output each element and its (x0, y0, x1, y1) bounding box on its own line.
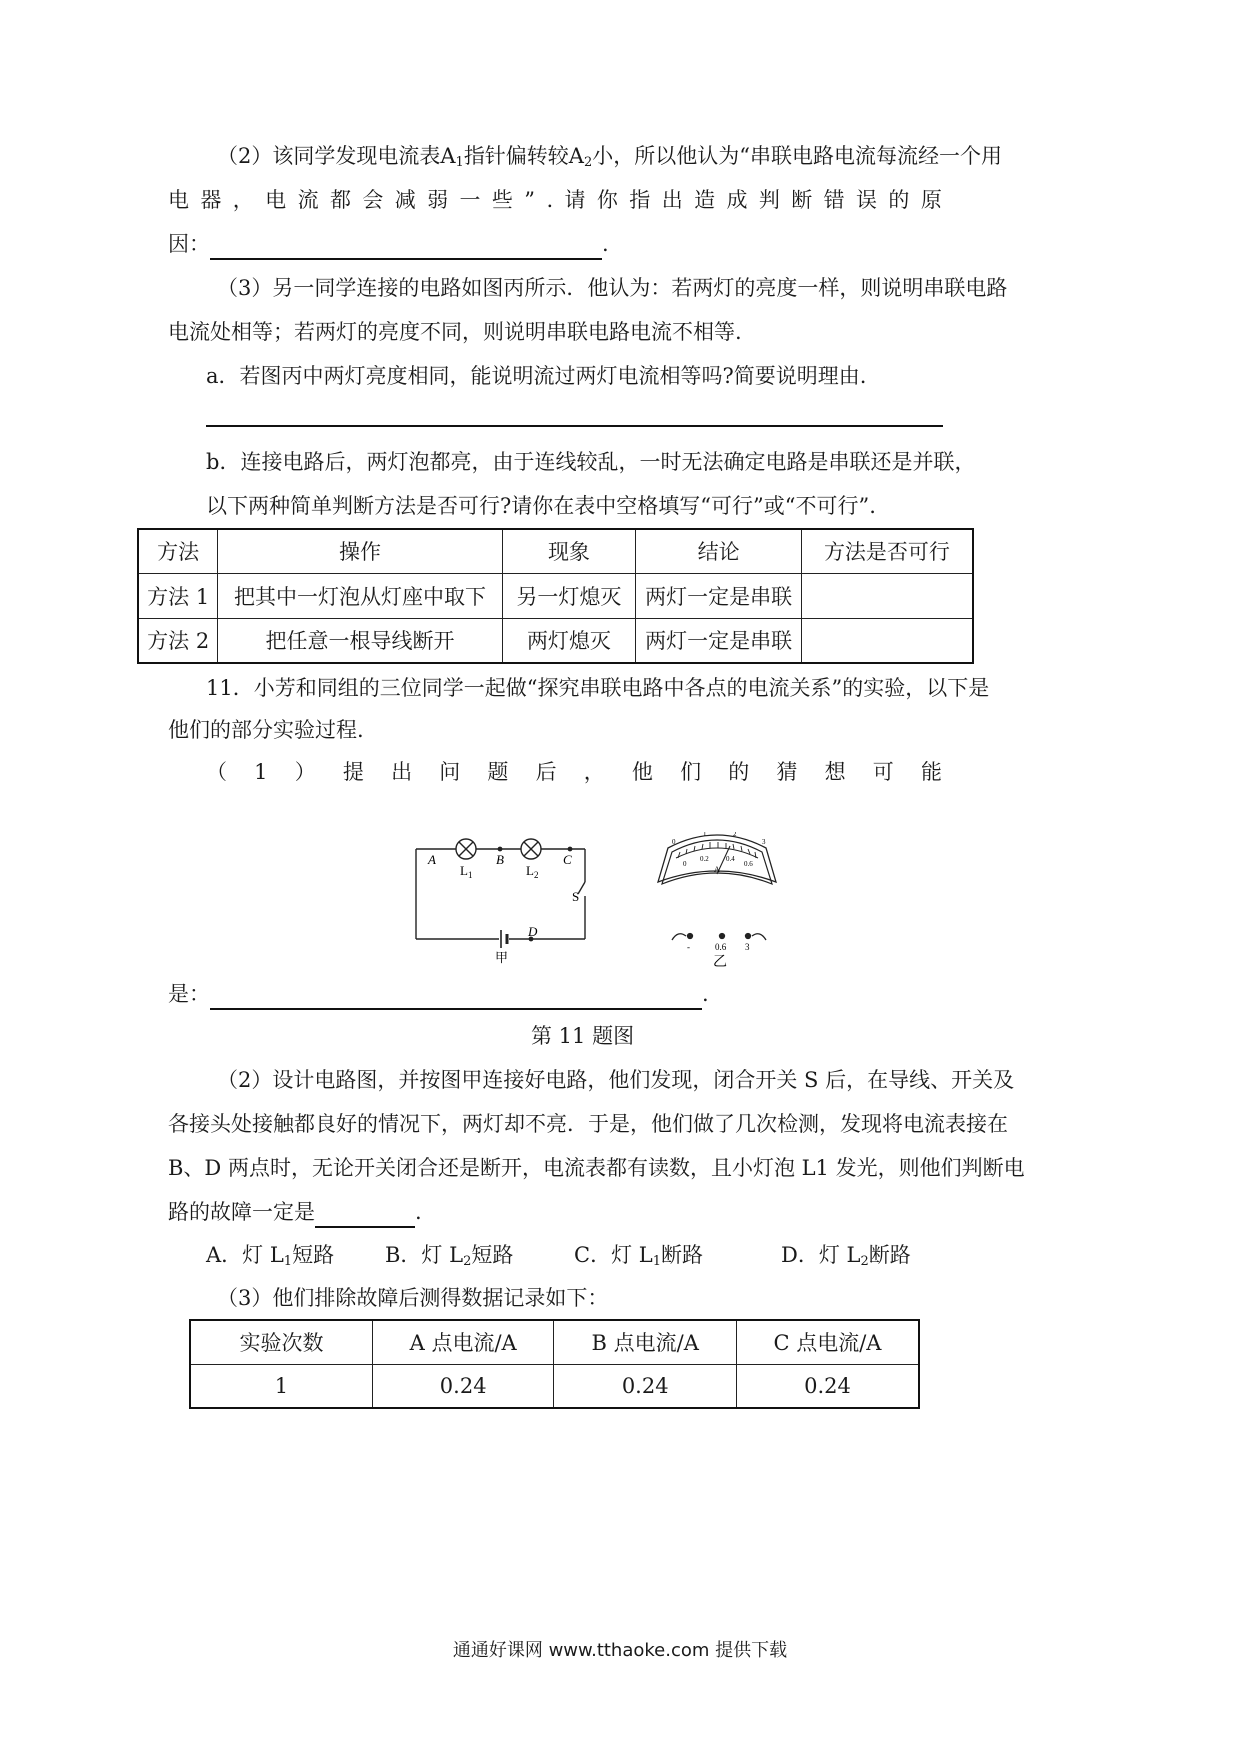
q11-part2-line1: （2）设计电路图，并按图甲连接好电路，他们发现，闭合开关 S 后，在导线、开关及 (217, 1068, 1015, 1092)
text-char: 可 (872, 760, 894, 784)
option-c[interactable] (574, 1241, 703, 1269)
answer-suffix: . (602, 232, 609, 256)
table-cell: 1 (190, 1364, 372, 1408)
text-char: ） (294, 760, 316, 784)
text-char: 原 (920, 188, 942, 212)
subscript: 2 (860, 1254, 869, 1269)
text-char: 问 (439, 760, 461, 784)
q11-part2-line2: 各接头处接触都良好的情况下，两灯却不亮．于是，他们做了几次检测，发现将电流表接在 (168, 1112, 1008, 1136)
answer-blank[interactable] (210, 980, 702, 1010)
q10-part3-line1: （3）另一同学连接的电路如图丙所示．他认为：若两灯的亮度一样，则说明串联电路 (217, 276, 1008, 300)
text-char: 断 (791, 188, 813, 212)
text-char: ， (583, 760, 605, 784)
text-char: 判 (758, 188, 780, 212)
text-char: 他 (631, 760, 653, 784)
q11-part3-line: （3）他们排除故障后测得数据记录如下： (217, 1286, 609, 1310)
answer-blank[interactable] (210, 230, 602, 260)
text-char: ” (524, 188, 536, 212)
page-footer: 通通好课网 www.tthaoke.com 提供下载 (452, 1640, 788, 1661)
q10-p2-text-c: 小，所以他认为“串联电路电流每流经一个用 (592, 144, 1002, 168)
q10-part-b-line2: 以下两种简单判断方法是否可行?请你在表中空格填写“可行”或“不可行”. (206, 494, 876, 518)
option-text: 断路 (660, 1243, 703, 1267)
table-cell: 0.24 (372, 1364, 554, 1408)
table-header-cell: 现象 (502, 529, 636, 573)
table-header-cell: C 点电流/A (736, 1320, 919, 1364)
table-header-row (138, 529, 973, 573)
text-char: 能 (920, 760, 942, 784)
meter-scale-label: 0.6 (744, 860, 753, 868)
meter-scale-label: 1 (703, 832, 707, 838)
text-char: 后 (535, 760, 557, 784)
text-char: 1 (254, 760, 268, 784)
q10-part2-line2 (168, 186, 942, 214)
terminal-label: - (687, 942, 690, 952)
q11-part2-line4 (168, 1198, 422, 1228)
point-c-label: C (563, 852, 572, 867)
text-char: 一 (459, 188, 481, 212)
table-cell: 两灯一定是串联 (636, 573, 802, 618)
q10-part-b-line1: b．连接电路后，两灯泡都亮，由于连线较乱，一时无法确定电路是串联还是并联， (206, 450, 976, 474)
text-char: 请 (564, 188, 586, 212)
meter-scale-label: 3 (762, 838, 766, 846)
text-char: . (546, 188, 554, 212)
switch-label: S (572, 889, 580, 904)
table-cell: 另一灯熄灭 (502, 573, 636, 618)
table-header-cell: A 点电流/A (372, 1320, 554, 1364)
answer-prefix: 路的故障一定是 (168, 1200, 315, 1224)
table-row (138, 618, 973, 663)
subscript: 1 (283, 1254, 293, 1269)
battery-icon (501, 930, 507, 948)
q10-method-table (137, 528, 974, 664)
point-d-label: D (528, 924, 538, 939)
option-a[interactable] (206, 1241, 334, 1269)
text-char: 减 (394, 188, 416, 212)
text-char: 出 (391, 760, 413, 784)
terminal-label: 3 (745, 942, 750, 952)
option-d[interactable] (781, 1241, 911, 1269)
table-header-cell: 操作 (218, 529, 502, 573)
option-label: A．灯 L (206, 1243, 284, 1267)
figure-yi-label: 乙 (713, 955, 727, 970)
subscript: 2 (463, 1254, 472, 1269)
text-char: 出 (661, 188, 683, 212)
text-char: 提 (342, 760, 364, 784)
table-header-cell: 方法 (138, 529, 218, 573)
q11-data-table (189, 1319, 920, 1409)
text-char: 题 (487, 760, 509, 784)
table-header-row (190, 1320, 919, 1364)
option-b[interactable] (385, 1241, 513, 1269)
table-cell: 方法 1 (138, 573, 218, 618)
table-cell: 两灯熄灭 (502, 618, 636, 663)
text-char: 些 (491, 188, 513, 212)
subscript: 2 (583, 155, 593, 170)
answer-cell[interactable] (801, 618, 973, 663)
lamp-l1-label: $L_1$ (460, 863, 473, 880)
point-a-label: A (428, 852, 436, 867)
answer-line-a[interactable] (206, 425, 943, 427)
option-label: D．灯 L (781, 1243, 861, 1267)
text-char: 指 (629, 188, 651, 212)
option-label: C．灯 L (574, 1243, 653, 1267)
option-text: 断路 (868, 1243, 911, 1267)
text-char: 错 (823, 188, 845, 212)
table-header-cell: 方法是否可行 (801, 529, 973, 573)
table-cell: 两灯一定是串联 (636, 618, 802, 663)
table-cell: 0.24 (554, 1364, 737, 1408)
q10-part3-line2: 电流处相等；若两灯的亮度不同，则说明串联电路电流不相等. (168, 320, 742, 344)
meter-scale-label: 2 (733, 832, 737, 838)
lamp-l1-icon (456, 839, 476, 859)
text-char: 都 (329, 188, 351, 212)
q11-part1-answer-line (168, 980, 709, 1010)
q10-p2-text-a: （2）该同学发现电流表A (217, 144, 456, 168)
q11-intro-line1: 11．小芳和同组的三位同学一起做“探究串联电路中各点的电流关系”的实验，以下是 (206, 676, 990, 700)
figure-jia-label: 甲 (495, 950, 509, 965)
figure-caption: 第 11 题图 (531, 1024, 635, 1048)
table-cell: 把其中一灯泡从灯座中取下 (218, 573, 502, 618)
table-header-cell: 实验次数 (190, 1320, 372, 1364)
answer-cell[interactable] (801, 573, 973, 618)
meter-scale-label: 0.4 (726, 855, 735, 863)
answer-prefix: 是： (168, 982, 210, 1006)
option-text: 短路 (292, 1243, 335, 1267)
table-cell: 把任意一根导线断开 (218, 618, 502, 663)
subscript: 1 (652, 1254, 661, 1269)
option-text: 短路 (471, 1243, 514, 1267)
meter-unit-label: A (714, 865, 720, 874)
text-char: 电 (168, 188, 189, 212)
answer-suffix: . (415, 1200, 422, 1224)
text-char: 误 (856, 188, 878, 212)
text-char: 流 (297, 188, 319, 212)
text-char: 造 (694, 188, 716, 212)
table-row (138, 573, 973, 618)
q10-p2-text-b: 指针偏转较A (463, 144, 584, 168)
q11-intro-line2: 他们的部分实验过程. (168, 718, 364, 742)
lamp-l2-icon (521, 839, 541, 859)
table-header-cell: B 点电流/A (554, 1320, 737, 1364)
text-char: 会 (362, 188, 384, 212)
text-char: 电 (265, 188, 287, 212)
meter-scale-label: 0.2 (700, 855, 709, 863)
text-char: 弱 (427, 188, 449, 212)
text-char: 的 (728, 760, 750, 784)
point-b-label: B (496, 852, 504, 867)
option-label: B．灯 L (385, 1243, 464, 1267)
q11-part1-line (206, 758, 942, 786)
q10-part2-line3 (168, 230, 609, 260)
q10-part-a: a．若图丙中两灯亮度相同，能说明流过两灯电流相等吗?简要说明理由. (206, 364, 867, 388)
q11-figure (400, 832, 820, 972)
terminal-label: 0.6 (715, 942, 727, 952)
answer-suffix: . (702, 982, 709, 1006)
text-char: 猜 (776, 760, 798, 784)
text-char: 的 (888, 188, 910, 212)
table-cell: 方法 2 (138, 618, 218, 663)
q11-part2-line3: B、D 两点时，无论开关闭合还是断开，电流表都有读数，且小灯泡 L1 发光，则他们判断电 (168, 1156, 1025, 1180)
text-char: 成 (726, 188, 748, 212)
table-header-cell: 结论 (636, 529, 802, 573)
text-char: 想 (824, 760, 846, 784)
meter-scale-label: 0 (672, 838, 676, 846)
table-row (190, 1364, 919, 1408)
answer-prefix: 因： (168, 232, 210, 256)
answer-blank[interactable] (315, 1198, 415, 1228)
text-char: 们 (680, 760, 702, 784)
meter-scale-label: 0 (683, 860, 687, 868)
text-char: 你 (596, 188, 618, 212)
text-char: （ (206, 760, 227, 784)
text-char: ， (232, 188, 254, 212)
ammeter-icon (658, 835, 776, 940)
text-char: 器 (200, 188, 222, 212)
subscript: 1 (455, 155, 464, 170)
lamp-l2-label: $L_2$ (526, 863, 539, 880)
table-cell: 0.24 (736, 1364, 919, 1408)
q10-part2-line1 (217, 142, 1002, 170)
